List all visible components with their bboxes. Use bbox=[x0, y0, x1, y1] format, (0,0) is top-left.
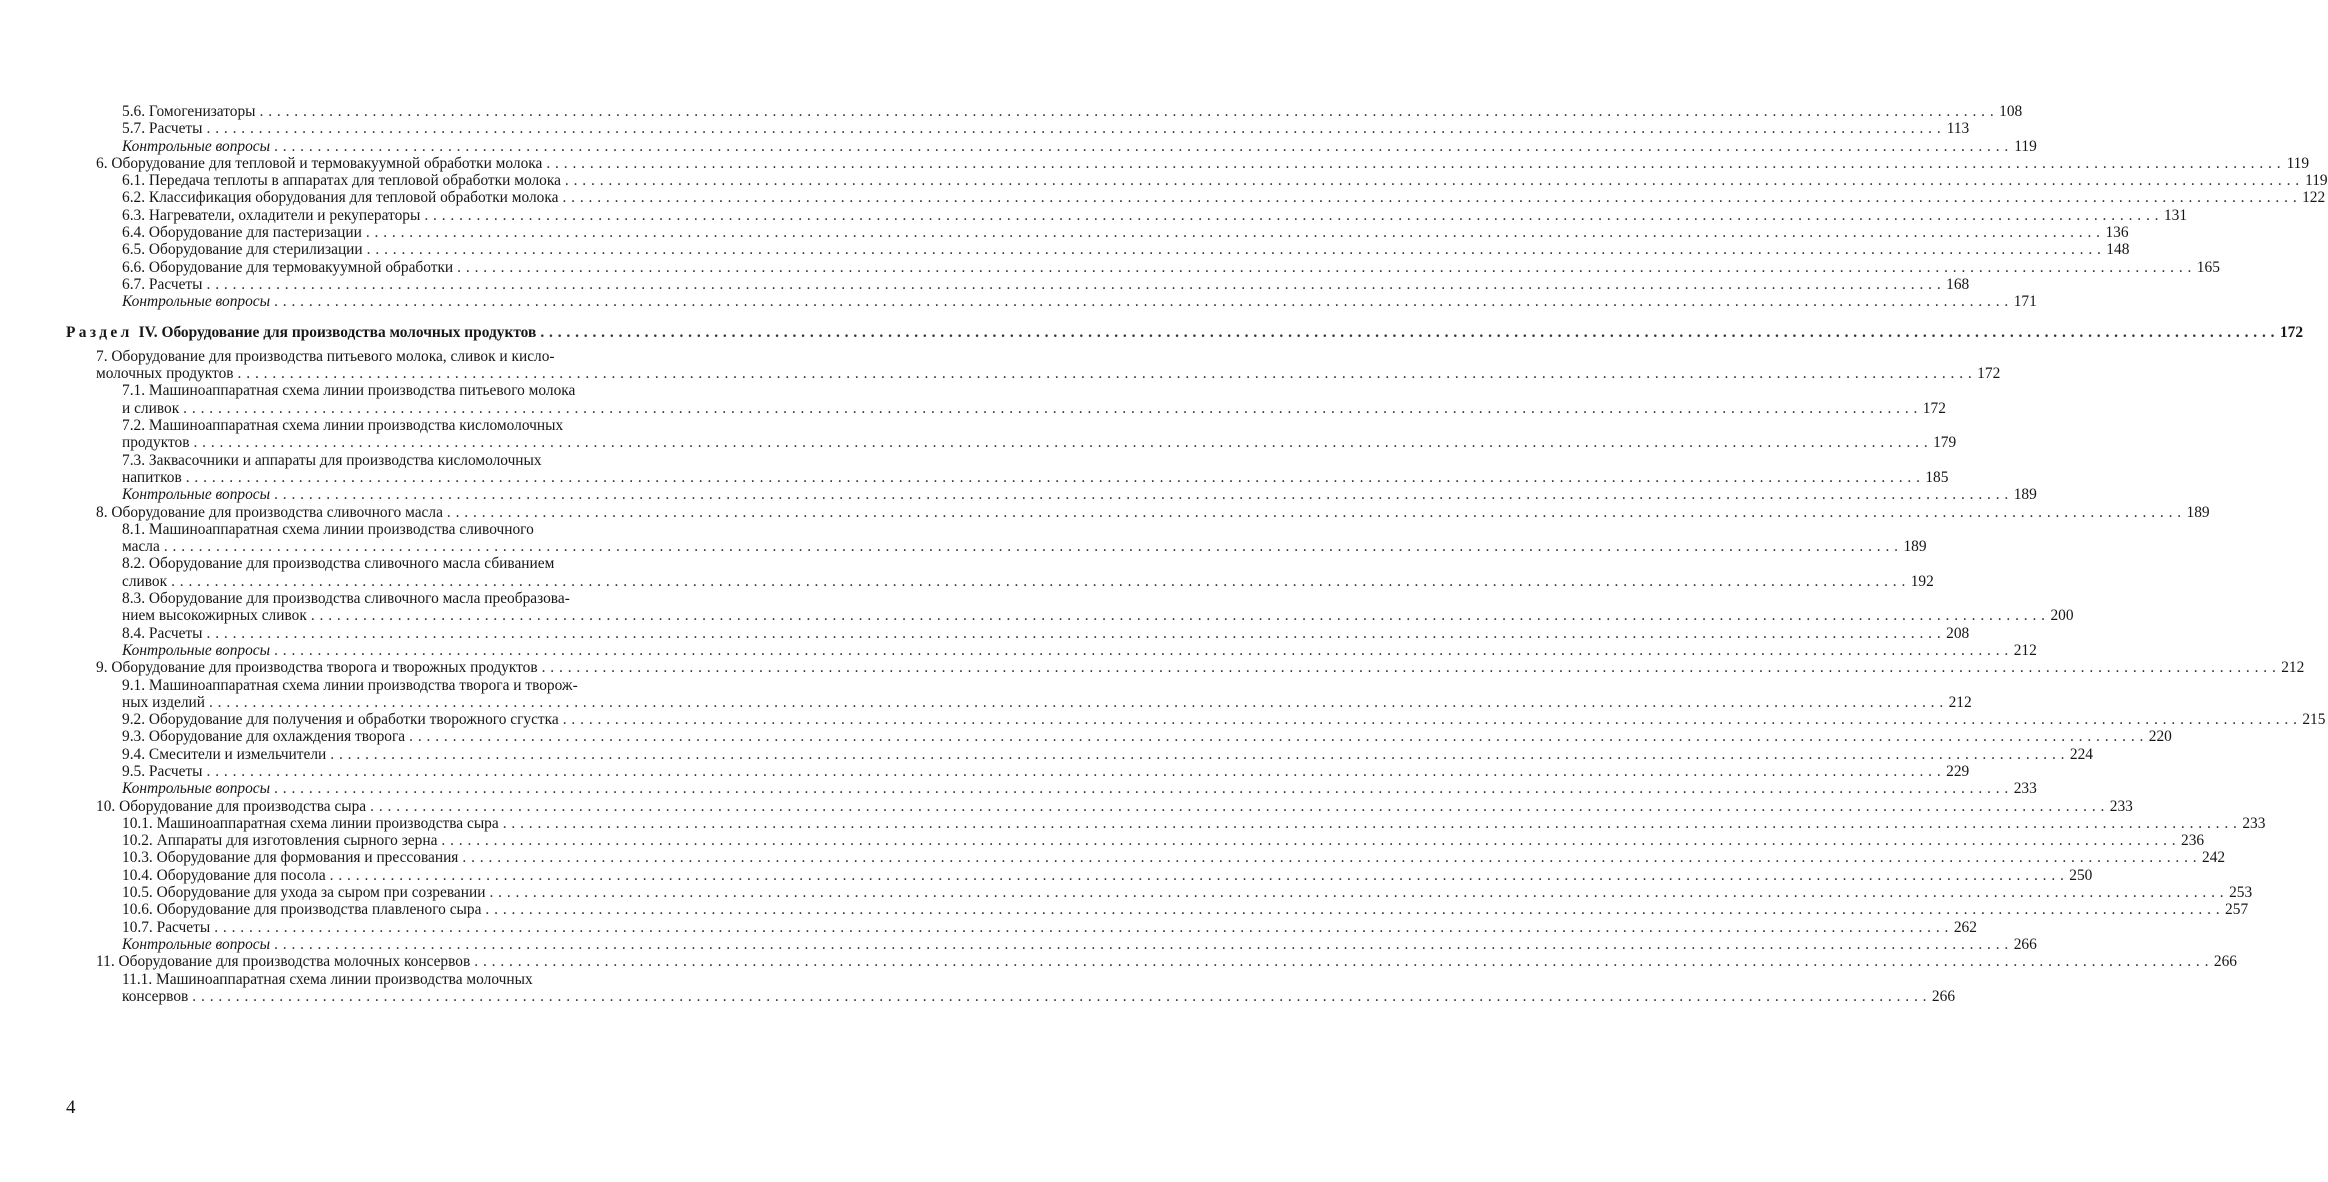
toc-title: 10.1. Машиноаппаратная схема линии производства сыра bbox=[122, 814, 499, 832]
toc-subsection bbox=[66, 172, 2328, 190]
toc-chapter bbox=[66, 154, 2310, 172]
toc-page-number: 189 bbox=[1903, 538, 1927, 556]
toc-page-number: 119 bbox=[2305, 172, 2328, 190]
toc-title: 10.6. Оборудование для производства плавленого сыра bbox=[122, 901, 482, 919]
dot-leader: . . . . . . . . . . . . . . . . . . . . . . . . . . . . . . . . . . . . . . . . . . . . . . . . . . . . . . . . . . . . . . . . . . . . . . . . . . . . . . . . . . . . . . . . . . . . . . . . . . . . . . . . . . . . . . . . . . . . . . . . . . . . . . . . . . . . . . . . . . . . . . . . . . . . . . . . . . . . . . . . . . . . . . . . . . . . . . . . . . . . . . . . . . . . . . . . . . . . . . . . bbox=[206, 275, 1942, 293]
toc-chapter bbox=[66, 503, 2210, 521]
dot-leader: . . . . . . . . . . . . . . . . . . . . . . . . . . . . . . . . . . . . . . . . . . . . . . . . . . . . . . . . . . . . . . . . . . . . . . . . . . . . . . . . . . . . . . . . . . . . . . . . . . . . . . . . . . . . . . . . . . . . . . . . . . . . . . . . . . . . . . . . . . . . . . . . . . . . . . . . . . . . . . . . . . . . . . . . . . . . . . . . . . . . . . . . . . . . . . . . . . . . . . . . bbox=[171, 572, 1906, 590]
toc-title: 6.2. Классификация оборудования для тепловой обработки молока bbox=[122, 189, 559, 207]
toc-page-number: 148 bbox=[2106, 241, 2130, 259]
toc-title-line: консервов bbox=[122, 987, 189, 1005]
toc-page-number: 250 bbox=[2069, 866, 2093, 884]
toc-title: Контрольные вопросы bbox=[122, 137, 271, 155]
dot-leader: . . . . . . . . . . . . . . . . . . . . . . . . . . . . . . . . . . . . . . . . . . . . . . . . . . . . . . . . . . . . . . . . . . . . . . . . . . . . . . . . . . . . . . . . . . . . . . . . . . . . . . . . . . . . . . . . . . . . . . . . . . . . . . . . . . . . . . . . . . . . . . . . . . . . . . . . . . . . . . . . . . . . . . . . . . . . . . . . . . . . . . . . . . . . . . . . . . . . . . . . bbox=[366, 241, 2102, 259]
dot-leader: . . . . . . . . . . . . . . . . . . . . . . . . . . . . . . . . . . . . . . . . . . . . . . . . . . . . . . . . . . . . . . . . . . . . . . . . . . . . . . . . . . . . . . . . . . . . . . . . . . . . . . . . . . . . . . . . . . . . . . . . . . . . . . . . . . . . . . . . . . . . . . . . . . . . . . . . . . . . . . . . . . . . . . . . . . . . . . . . . . . . . . . . . . . . . . . . . . . . . . . . bbox=[365, 224, 2101, 242]
toc-chapter bbox=[66, 347, 2001, 383]
dot-leader: . . . . . . . . . . . . . . . . . . . . . . . . . . . . . . . . . . . . . . . . . . . . . . . . . . . . . . . . . . . . . . . . . . . . . . . . . . . . . . . . . . . . . . . . . . . . . . . . . . . . . . . . . . . . . . . . . . . . . . . . . . . . . . . . . . . . . . . . . . . . . . . . . . . . . . . . . . . . . . . . . . . . . . . . . . . . . . . . . . . . . . . . . . . . . . . . . . . . . . . . bbox=[274, 293, 2009, 311]
dot-leader: . . . . . . . . . . . . . . . . . . . . . . . . . . . . . . . . . . . . . . . . . . . . . . . . . . . . . . . . . . . . . . . . . . . . . . . . . . . . . . . . . . . . . . . . . . . . . . . . . . . . . . . . . . . . . . . . . . . . . . . . . . . . . . . . . . . . . . . . . . . . . . . . . . . . . . . . . . . . . . . . . . . . . . . . . . . . . . . . . . . . . . . . . . . . . . . . . . . . . . . . bbox=[441, 832, 2177, 850]
toc-title: 6.3. Нагреватели, охладители и рекуператоры bbox=[122, 206, 421, 224]
toc-title: 10.5. Оборудование для ухода за сыром при созревании bbox=[122, 884, 486, 902]
toc-title: 10.2. Аппараты для изготовления сырного зерна bbox=[122, 832, 438, 850]
toc-review-questions bbox=[66, 293, 2037, 311]
toc-page-number: 168 bbox=[1946, 275, 1970, 293]
dot-leader: . . . . . . . . . . . . . . . . . . . . . . . . . . . . . . . . . . . . . . . . . . . . . . . . . . . . . . . . . . . . . . . . . . . . . . . . . . . . . . . . . . . . . . . . . . . . . . . . . . . . . . . . . . . . . . . . . . . . . . . . . . . . . . . . . . . . . . . . . . . . . . . . . . . . . . . . . . . . . . . . . . . . . . . . . . . . . . . . . . . . . . . . . . . . . . . . . . . . . . . . bbox=[541, 659, 2277, 677]
toc-title: Контрольные вопросы bbox=[122, 486, 271, 504]
toc-title: 9.3. Оборудование для охлаждения творога bbox=[122, 728, 406, 746]
dot-leader: . . . . . . . . . . . . . . . . . . . . . . . . . . . . . . . . . . . . . . . . . . . . . . . . . . . . . . . . . . . . . . . . . . . . . . . . . . . . . . . . . . . . . . . . . . . . . . . . . . . . . . . . . . . . . . . . . . . . . . . . . . . . . . . . . . . . . . . . . . . . . . . . . . . . . . . . . . . . . . . . . . . . . . . . . . . . . . . . . . . . . . . . . . . . . . . . . . . . . . . . bbox=[310, 607, 2046, 625]
dot-leader: . . . . . . . . . . . . . . . . . . . . . . . . . . . . . . . . . . . . . . . . . . . . . . . . . . . . . . . . . . . . . . . . . . . . . . . . . . . . . . . . . . . . . . . . . . . . . . . . . . . . . . . . . . . . . . . . . . . . . . . . . . . . . . . . . . . . . . . . . . . . . . . . . . . . . . . . . . . . . . . . . . . . . . . . . . . . . . . . . . . . . . . . . . . . . . . . . . . . . . . . bbox=[185, 468, 1921, 486]
toc-title-line: 11.1. Машиноаппаратная схема линии производства молочных bbox=[122, 970, 533, 988]
toc-subsection bbox=[66, 762, 1970, 780]
toc-subsection bbox=[66, 728, 2172, 746]
dot-leader: . . . . . . . . . . . . . . . . . . . . . . . . . . . . . . . . . . . . . . . . . . . . . . . . . . . . . . . . . . . . . . . . . . . . . . . . . . . . . . . . . . . . . . . . . . . . . . . . . . . . . . . . . . . . . . . . . . . . . . . . . . . . . . . . . . . . . . . . . . . . . . . . . . . . . . . . . . . . . . . . . . . . . . . . . . . . . . . . . . . . . . . . . . . . . . . . . . . . . . . . bbox=[274, 780, 2009, 798]
toc-review-questions bbox=[66, 486, 2037, 504]
toc-page-number: 165 bbox=[2196, 258, 2220, 276]
dot-leader: . . . . . . . . . . . . . . . . . . . . . . . . . . . . . . . . . . . . . . . . . . . . . . . . . . . . . . . . . . . . . . . . . . . . . . . . . . . . . . . . . . . . . . . . . . . . . . . . . . . . . . . . . . . . . . . . . . . . . . . . . . . . . . . . . . . . . . . . . . . . . . . . . . . . . . . . . . . . . . . . . . . . . . . . . . . . . . . . . . . . . . . . . . . . . . . . . . . . . . . . bbox=[192, 987, 1928, 1005]
toc-page-number: 185 bbox=[1925, 468, 1949, 486]
dot-leader: . . . . . . . . . . . . . . . . . . . . . . . . . . . . . . . . . . . . . . . . . . . . . . . . . . . . . . . . . . . . . . . . . . . . . . . . . . . . . . . . . . . . . . . . . . . . . . . . . . . . . . . . . . . . . . . . . . . . . . . . . . . . . . . . . . . . . . . . . . . . . . . . . . . . . . . . . . . . . . . . . . . . . . . . . . . . . . . . . . . . . . . . . . . . . . . . . . . . . . . . bbox=[546, 154, 2282, 172]
toc-title: 6. Оборудование для тепловой и термовакуумной обработки молока bbox=[96, 154, 543, 172]
dot-leader: . . . . . . . . . . . . . . . . . . . . . . . . . . . . . . . . . . . . . . . . . . . . . . . . . . . . . . . . . . . . . . . . . . . . . . . . . . . . . . . . . . . . . . . . . . . . . . . . . . . . . . . . . . . . . . . . . . . . . . . . . . . . . . . . . . . . . . . . . . . . . . . . . . . . . . . . . . . . . . . . . . . . . . . . . . . . . . . . . . . . . . . . . . . . . . . . . . . . . . . . bbox=[562, 189, 2298, 207]
toc-chapter bbox=[66, 797, 2133, 815]
toc-title: 9.2. Оборудование для получения и обработки творожного сгустка bbox=[122, 711, 559, 729]
toc-subsection bbox=[66, 224, 2129, 242]
toc-page-number: 172 bbox=[2279, 323, 2304, 341]
toc-subsection bbox=[66, 711, 2326, 729]
toc-title: 5.6. Гомогенизаторы bbox=[122, 103, 256, 120]
toc-title-line: 8.1. Машиноаппаратная схема линии производства сливочного bbox=[122, 520, 534, 538]
toc-subsection bbox=[66, 918, 1977, 936]
toc-page-number: 233 bbox=[2242, 814, 2266, 832]
dot-leader: . . . . . . . . . . . . . . . . . . . . . . . . . . . . . . . . . . . . . . . . . . . . . . . . . . . . . . . . . . . . . . . . . . . . . . . . . . . . . . . . . . . . . . . . . . . . . . . . . . . . . . . . . . . . . . . . . . . . . . . . . . . . . . . . . . . . . . . . . . . . . . . . . . . . . . . . . . . . . . . . . . . . . . . . . . . . . . . . . . . . . . . . . . . . . . . . . . . . . . . . bbox=[409, 728, 2144, 746]
toc-title: 5.7. Расчеты bbox=[122, 120, 203, 138]
toc-subsection bbox=[66, 189, 2326, 207]
toc-subsection bbox=[66, 417, 1957, 452]
dot-leader: . . . . . . . . . . . . . . . . . . . . . . . . . . . . . . . . . . . . . . . . . . . . . . . . . . . . . . . . . . . . . . . . . . . . . . . . . . . . . . . . . . . . . . . . . . . . . . . . . . . . . . . . . . . . . . . . . . . . . . . . . . . . . . . . . . . . . . . . . . . . . . . . . . . . . . . . . . . . . . . . . . . . . . . . . . . . . . . . . . . . . . . . . . . . . . . . . . . . . . . . bbox=[474, 953, 2209, 971]
toc-review-questions bbox=[66, 137, 2037, 155]
toc-page-number: 253 bbox=[2229, 884, 2253, 902]
toc-page-number: 236 bbox=[2181, 832, 2205, 850]
toc-page-number: 119 bbox=[2014, 137, 2037, 155]
toc-page-number: 242 bbox=[2202, 849, 2226, 867]
toc-page-number: 266 bbox=[1931, 987, 1956, 1005]
toc-page-number: 131 bbox=[2163, 206, 2188, 224]
toc-subsection bbox=[66, 520, 1927, 556]
toc-review-questions bbox=[66, 935, 2037, 953]
dot-leader: . . . . . . . . . . . . . . . . . . . . . . . . . . . . . . . . . . . . . . . . . . . . . . . . . . . . . . . . . . . . . . . . . . . . . . . . . . . . . . . . . . . . . . . . . . . . . . . . . . . . . . . . . . . . . . . . . . . . . . . . . . . . . . . . . . . . . . . . . . . . . . . . . . . . . . . . . . . . . . . . . . . . . . . . . . . . . . . . . . . . . . . . . . . . . . . . . . . . . . . . bbox=[274, 486, 2009, 504]
toc-title-line: ных изделий bbox=[122, 693, 205, 711]
toc-subsection bbox=[66, 814, 2266, 832]
toc-page-number: 212 bbox=[2013, 641, 2037, 659]
toc-review-questions bbox=[66, 780, 2037, 798]
toc-page-number: 119 bbox=[2286, 154, 2310, 172]
dot-leader: . . . . . . . . . . . . . . . . . . . . . . . . . . . . . . . . . . . . . . . . . . . . . . . . . . . . . . . . . . . . . . . . . . . . . . . . . . . . . . . . . . . . . . . . . . . . . . . . . . . . . . . . . . . . . . . . . . . . . . . . . . . . . . . . . . . . . . . . . . . . . . . . . . . . . . . . . . . . . . . . . . . . . . . . . . . . . . . . . . . . . . . . . . . . . . . . . . . . . . . . bbox=[489, 884, 2225, 902]
dot-leader: . . . . . . . . . . . . . . . . . . . . . . . . . . . . . . . . . . . . . . . . . . . . . . . . . . . . . . . . . . . . . . . . . . . . . . . . . . . . . . . . . . . . . . . . . . . . . . . . . . . . . . . . . . . . . . . . . . . . . . . . . . . . . . . . . . . . . . . . . . . . . . . . . . . . . . . . . . . . . . . . . . . . . . . . . . . . . . . . . . . . . . . . . . . . . . . . . . . . . . . . bbox=[370, 797, 2105, 815]
toc-title: Контрольные вопросы bbox=[122, 935, 271, 953]
toc-subsection bbox=[66, 849, 2226, 867]
toc-page-number: 189 bbox=[2013, 486, 2037, 504]
dot-leader: . . . . . . . . . . . . . . . . . . . . . . . . . . . . . . . . . . . . . . . . . . . . . . . . . . . . . . . . . . . . . . . . . . . . . . . . . . . . . . . . . . . . . . . . . . . . . . . . . . . . . . . . . . . . . . . . . . . . . . . . . . . . . . . . . . . . . . . . . . . . . . . . . . . . . . . . . . . . . . . . . . . . . . . . . . . . . . . . . . . . . . . . . . . . . . . . . . . . . . . . bbox=[502, 814, 2238, 832]
toc-title-line: продуктов bbox=[122, 434, 190, 452]
toc-page-number: 189 bbox=[2186, 503, 2210, 521]
toc-review-questions bbox=[66, 641, 2037, 659]
toc-title: 11. Оборудование для производства молочных консервов bbox=[96, 953, 471, 971]
toc-subsection bbox=[66, 676, 1972, 712]
toc-subsection bbox=[66, 120, 1970, 138]
toc-title: 8.4. Расчеты bbox=[122, 624, 203, 642]
toc-title-line: 8.3. Оборудование для производства сливочного масла преобразова- bbox=[122, 590, 570, 608]
toc-subsection bbox=[66, 206, 2188, 224]
toc-title: Контрольные вопросы bbox=[122, 641, 271, 659]
toc-title-line: сливок bbox=[122, 572, 168, 590]
toc-title-line: 7.1. Машиноаппаратная схема линии производства питьевого молока bbox=[122, 382, 576, 400]
toc-page-number: 212 bbox=[1948, 693, 1972, 711]
toc-subsection bbox=[66, 555, 1934, 590]
toc-title: 8. Оборудование для производства сливочного масла bbox=[96, 503, 443, 521]
dot-leader: . . . . . . . . . . . . . . . . . . . . . . . . . . . . . . . . . . . . . . . . . . . . . . . . . . . . . . . . . . . . . . . . . . . . . . . . . . . . . . . . . . . . . . . . . . . . . . . . . . . . . . . . . . . . . . . . . . . . . . . . . . . . . . . . . . . . . . . . . . . . . . . . . . . . . . . . . . . . . . . . . . . . . . . . . . . . . . . . . . . . . . . . . . . . . . . . . . . . . . . . bbox=[330, 745, 2065, 763]
toc-page-number: 208 bbox=[1946, 624, 1970, 642]
toc-subsection bbox=[66, 832, 2205, 850]
toc-page-number: 172 bbox=[1922, 399, 1946, 417]
toc-page-number: 224 bbox=[2069, 745, 2093, 763]
toc-subsection bbox=[66, 884, 2253, 902]
dot-leader: . . . . . . . . . . . . . . . . . . . . . . . . . . . . . . . . . . . . . . . . . . . . . . . . . . . . . . . . . . . . . . . . . . . . . . . . . . . . . . . . . . . . . . . . . . . . . . . . . . . . . . . . . . . . . . . . . . . . . . . . . . . . . . . . . . . . . . . . . . . . . . . . . . . . . . . . . . . . . . . . . . . . . . . . . . . . . . . . . . . . . . . . . . . . . . . . . . . . . . . . bbox=[214, 918, 1949, 936]
toc-part-title bbox=[66, 324, 536, 341]
toc-title-line: 7.2. Машиноаппаратная схема линии производства кисломолочных bbox=[122, 417, 564, 435]
dot-leader: . . . . . . . . . . . . . . . . . . . . . . . . . . . . . . . . . . . . . . . . . . . . . . . . . . . . . . . . . . . . . . . . . . . . . . . . . . . . . . . . . . . . . . . . . . . . . . . . . . . . . . . . . . . . . . . . . . . . . . . . . . . . . . . . . . . . . . . . . . . . . . . . . . . . . . . . . . . . . . . . . . . . . . . . . . . . . . . . . . . . . . . . . . . . . . . . . . . . . . . . bbox=[424, 206, 2160, 224]
part-label: Раздел bbox=[66, 323, 133, 341]
toc-page-number: 220 bbox=[2148, 728, 2172, 746]
toc-subsection bbox=[66, 451, 1949, 487]
dot-leader: . . . . . . . . . . . . . . . . . . . . . . . . . . . . . . . . . . . . . . . . . . . . . . . . . . . . . . . . . . . . . . . . . . . . . . . . . . . . . . . . . . . . . . . . . . . . . . . . . . . . . . . . . . . . . . . . . . . . . . . . . . . . . . . . . . . . . . . . . . . . . . . . . . . . . . . . . . . . . . . . . . . . . . . . . . . . . . . . . . . . . . . . . . . . . . . . . . . . . . . . bbox=[485, 901, 2221, 919]
toc-subsection bbox=[66, 745, 2093, 763]
toc-page-number: 171 bbox=[2013, 293, 2037, 311]
toc-subsection bbox=[66, 241, 2130, 259]
toc-subsection bbox=[66, 103, 2023, 120]
toc-subsection bbox=[66, 624, 1970, 642]
toc-title: 9.4. Смесители и измельчители bbox=[122, 745, 327, 763]
toc-title: 6.5. Оборудование для стерилизации bbox=[122, 241, 363, 259]
toc-title: 6.6. Оборудование для термовакуумной обработки bbox=[122, 258, 454, 276]
toc-title: 6.1. Передача теплоты в аппаратах для тепловой обработки молока bbox=[122, 172, 561, 190]
toc-page-number: 172 bbox=[1977, 365, 2001, 383]
toc-title: 10. Оборудование для производства сыра bbox=[96, 797, 367, 815]
toc-subsection bbox=[66, 258, 2220, 276]
dot-leader: . . . . . . . . . . . . . . . . . . . . . . . . . . . . . . . . . . . . . . . . . . . . . . . . . . . . . . . . . . . . . . . . . . . . . . . . . . . . . . . . . . . . . . . . . . . . . . . . . . . . . . . . . . . . . . . . . . . . . . . . . . . . . . . . . . . . . . . . . . . . . . . . . . . . . . . . . . . . . . . . . . . . . . . . . . . . . . . . . . . . . . . . . . . . . . . . . . . . . . . . bbox=[274, 137, 2009, 155]
toc-page-number: 212 bbox=[2281, 659, 2305, 677]
toc-page-number: 266 bbox=[2013, 935, 2037, 953]
dot-leader: . . . . . . . . . . . . . . . . . . . . . . . . . . . . . . . . . . . . . . . . . . . . . . . . . . . . . . . . . . . . . . . . . . . . . . . . . . . . . . . . . . . . . . . . . . . . . . . . . . . . . . . . . . . . . . . . . . . . . . . . . . . . . . . . . . . . . . . . . . . . . . . . . . . . . . . . . . . . . . . . . . . . . . . . . . . . . . . . . . . . . . . . . . . . . . . . . . . . . . . . bbox=[446, 503, 2182, 521]
page-number: 4 bbox=[66, 1097, 76, 1118]
toc-title-line: нием высокожирных сливок bbox=[122, 607, 307, 625]
toc-page-number: 108 bbox=[1999, 103, 2023, 120]
toc-title: 10.7. Расчеты bbox=[122, 918, 211, 936]
dot-leader: . . . . . . . . . . . . . . . . . . . . . . . . . . . . . . . . . . . . . . . . . . . . . . . . . . . . . . . . . . . . . . . . . . . . . . . . . . . . . . . . . . . . . . . . . . . . . . . . . . . . . . . . . . . . . . . . . . . . . . . . . . . . . . . . . . . . . . . . . . . . . . . . . . . . . . . . . . . . . . . . . . . . . . . . . . . . . . . . . . . . . . . . . . . . . . . . . . . . . . . . bbox=[564, 172, 2300, 190]
dot-leader: . . . . . . . . . . . . . . . . . . . . . . . . . . . . . . . . . . . . . . . . . . . . . . . . . . . . . . . . . . . . . . . . . . . . . . . . . . . . . . . . . . . . . . . . . . . . . . . . . . . . . . . . . . . . . . . . . . . . . . . . . . . . . . . . . . . . . . . . . . . . . . . . . . . . . . . . . . . . . . . . . . . . . . . . . . . . . . . . . . . . . . . . . . . . . . . . . . . . . . . . bbox=[208, 693, 1944, 711]
toc-title-line: 7.3. Заквасочники и аппараты для производства кисломолочных bbox=[122, 451, 542, 469]
toc-part-heading bbox=[66, 323, 2304, 341]
dot-leader: . . . . . . . . . . . . . . . . . . . . . . . . . . . . . . . . . . . . . . . . . . . . . . . . . . . . . . . . . . . . . . . . . . . . . . . . . . . . . . . . . . . . . . . . . . . . . . . . . . . . . . . . . . . . . . . . . . . . . . . . . . . . . . . . . . . . . . . . . . . . . . . . . . . . . . . . . . . . . . . . . . . . . . . . . . . . . . . . . . . . . . . . . . . . . . . . . . . . . . . . bbox=[562, 711, 2298, 729]
dot-leader: . . . . . . . . . . . . . . . . . . . . . . . . . . . . . . . . . . . . . . . . . . . . . . . . . . . . . . . . . . . . . . . . . . . . . . . . . . . . . . . . . . . . . . . . . . . . . . . . . . . . . . . . . . . . . . . . . . . . . . . . . . . . . . . . . . . . . . . . . . . . . . . . . . . . . . . . . . . . . . . . . . . . . . . . . . . . . . . . . . . . . . . . . . . . . . . . . . . . . . . . bbox=[206, 624, 1942, 642]
toc-subsection bbox=[66, 275, 1970, 293]
toc-title-line: 9.1. Машиноаппаратная схема линии производства творога и творож- bbox=[122, 676, 578, 694]
table-of-contents bbox=[66, 103, 2328, 1005]
dot-leader: . . . . . . . . . . . . . . . . . . . . . . . . . . . . . . . . . . . . . . . . . . . . . . . . . . . . . . . . . . . . . . . . . . . . . . . . . . . . . . . . . . . . . . . . . . . . . . . . . . . . . . . . . . . . . . . . . . . . . . . . . . . . . . . . . . . . . . . . . . . . . . . . . . . . . . . . . . . . . . . . . . . . . . . . . . . . . . . . . . . . . . . . . . . . . . . . . . . . . . . . bbox=[237, 365, 1973, 383]
toc-page-number: 192 bbox=[1910, 572, 1934, 590]
dot-leader: . . . . . . . . . . . . . . . . . . . . . . . . . . . . . . . . . . . . . . . . . . . . . . . . . . . . . . . . . . . . . . . . . . . . . . . . . . . . . . . . . . . . . . . . . . . . . . . . . . . . . . . . . . . . . . . . . . . . . . . . . . . . . . . . . . . . . . . . . . . . . . . . . . . . . . . . . . . . . . . . . . . . . . . . . . . . . . . . . . . . . . . . . . . . . . . . . . . . . . . . bbox=[163, 538, 1899, 556]
toc-page-number: 233 bbox=[2013, 780, 2037, 798]
toc-title-line: и сливок bbox=[122, 399, 180, 417]
dot-leader: . . . . . . . . . . . . . . . . . . . . . . . . . . . . . . . . . . . . . . . . . . . . . . . . . . . . . . . . . . . . . . . . . . . . . . . . . . . . . . . . . . . . . . . . . . . . . . . . . . . . . . . . . . . . . . . . . . . . . . . . . . . . . . . . . . . . . . . . . . . . . . . . . . . . . . . . . . . . . . . . . . . . . . . . . . . . . . . . . . . . . . . . . . . . . . . . . . . . . . . . bbox=[540, 323, 2276, 341]
toc-title-line: 8.2. Оборудование для производства сливочного масла сбиванием bbox=[122, 555, 555, 573]
dot-leader: . . . . . . . . . . . . . . . . . . . . . . . . . . . . . . . . . . . . . . . . . . . . . . . . . . . . . . . . . . . . . . . . . . . . . . . . . . . . . . . . . . . . . . . . . . . . . . . . . . . . . . . . . . . . . . . . . . . . . . . . . . . . . . . . . . . . . . . . . . . . . . . . . . . . . . . . . . . . . . . . . . . . . . . . . . . . . . . . . . . . . . . . . . . . . . . . . . . . . . . . bbox=[462, 849, 2198, 867]
toc-subsection bbox=[66, 590, 2074, 625]
toc-title: 6.7. Расчеты bbox=[122, 275, 203, 293]
toc-page-number: 266 bbox=[2213, 953, 2237, 971]
toc-subsection bbox=[66, 382, 1946, 417]
toc-page-number: 200 bbox=[2050, 607, 2074, 625]
toc-subsection bbox=[66, 866, 2093, 884]
toc-subsection bbox=[66, 970, 1956, 1006]
toc-title: 9.5. Расчеты bbox=[122, 762, 203, 780]
dot-leader: . . . . . . . . . . . . . . . . . . . . . . . . . . . . . . . . . . . . . . . . . . . . . . . . . . . . . . . . . . . . . . . . . . . . . . . . . . . . . . . . . . . . . . . . . . . . . . . . . . . . . . . . . . . . . . . . . . . . . . . . . . . . . . . . . . . . . . . . . . . . . . . . . . . . . . . . . . . . . . . . . . . . . . . . . . . . . . . . . . . . . . . . . . . . . . . . . . . . . . . . bbox=[457, 258, 2192, 276]
toc-page-number: 113 bbox=[1946, 120, 1970, 138]
dot-leader: . . . . . . . . . . . . . . . . . . . . . . . . . . . . . . . . . . . . . . . . . . . . . . . . . . . . . . . . . . . . . . . . . . . . . . . . . . . . . . . . . . . . . . . . . . . . . . . . . . . . . . . . . . . . . . . . . . . . . . . . . . . . . . . . . . . . . . . . . . . . . . . . . . . . . . . . . . . . . . . . . . . . . . . . . . . . . . . . . . . . . . . . . . . . . . . . . . . . . . . . bbox=[193, 434, 1929, 452]
toc-title: 10.3. Оборудование для формования и прессования bbox=[122, 849, 459, 867]
dot-leader: . . . . . . . . . . . . . . . . . . . . . . . . . . . . . . . . . . . . . . . . . . . . . . . . . . . . . . . . . . . . . . . . . . . . . . . . . . . . . . . . . . . . . . . . . . . . . . . . . . . . . . . . . . . . . . . . . . . . . . . . . . . . . . . . . . . . . . . . . . . . . . . . . . . . . . . . . . . . . . . . . . . . . . . . . . . . . . . . . . . . . . . . . . . . . . . . . . . . . . . . bbox=[329, 866, 2065, 884]
dot-leader: . . . . . . . . . . . . . . . . . . . . . . . . . . . . . . . . . . . . . . . . . . . . . . . . . . . . . . . . . . . . . . . . . . . . . . . . . . . . . . . . . . . . . . . . . . . . . . . . . . . . . . . . . . . . . . . . . . . . . . . . . . . . . . . . . . . . . . . . . . . . . . . . . . . . . . . . . . . . . . . . . . . . . . . . . . . . . . . . . . . . . . . . . . . . . . . . . . . . . . . . bbox=[274, 935, 2009, 953]
toc-title-line: масла bbox=[122, 538, 160, 556]
toc-page-number: 229 bbox=[1946, 762, 1970, 780]
toc-title-line: молочных продуктов bbox=[96, 365, 234, 383]
toc-title: IV. Оборудование для производства молочных продуктов bbox=[138, 323, 537, 341]
toc-page-number: 215 bbox=[2302, 711, 2326, 729]
toc-chapter bbox=[66, 953, 2237, 971]
dot-leader: . . . . . . . . . . . . . . . . . . . . . . . . . . . . . . . . . . . . . . . . . . . . . . . . . . . . . . . . . . . . . . . . . . . . . . . . . . . . . . . . . . . . . . . . . . . . . . . . . . . . . . . . . . . . . . . . . . . . . . . . . . . . . . . . . . . . . . . . . . . . . . . . . . . . . . . . . . . . . . . . . . . . . . . . . . . . . . . . . . . . . . . . . . . . . . . . . . . . . . . . bbox=[206, 762, 1942, 780]
dot-leader: . . . . . . . . . . . . . . . . . . . . . . . . . . . . . . . . . . . . . . . . . . . . . . . . . . . . . . . . . . . . . . . . . . . . . . . . . . . . . . . . . . . . . . . . . . . . . . . . . . . . . . . . . . . . . . . . . . . . . . . . . . . . . . . . . . . . . . . . . . . . . . . . . . . . . . . . . . . . . . . . . . . . . . . . . . . . . . . . . . . . . . . . . . . . . . . . . . . . . . . . bbox=[259, 103, 1995, 120]
toc-page-number: 262 bbox=[1953, 918, 1977, 936]
toc-page-number: 257 bbox=[2225, 901, 2249, 919]
toc-title-line: напитков bbox=[122, 468, 182, 486]
toc-subsection bbox=[66, 901, 2249, 919]
toc-page-number: 136 bbox=[2105, 224, 2129, 242]
toc-chapter bbox=[66, 659, 2305, 677]
toc-title: Контрольные вопросы bbox=[122, 780, 271, 798]
dot-leader: . . . . . . . . . . . . . . . . . . . . . . . . . . . . . . . . . . . . . . . . . . . . . . . . . . . . . . . . . . . . . . . . . . . . . . . . . . . . . . . . . . . . . . . . . . . . . . . . . . . . . . . . . . . . . . . . . . . . . . . . . . . . . . . . . . . . . . . . . . . . . . . . . . . . . . . . . . . . . . . . . . . . . . . . . . . . . . . . . . . . . . . . . . . . . . . . . . . . . . . . bbox=[274, 641, 2009, 659]
toc-page-number: 179 bbox=[1933, 434, 1957, 452]
toc-title: Контрольные вопросы bbox=[122, 293, 271, 311]
toc-page-number: 122 bbox=[2302, 189, 2326, 207]
toc-title: 9. Оборудование для производства творога и творожных продуктов bbox=[96, 659, 538, 677]
toc-title: 10.4. Оборудование для посола bbox=[122, 866, 326, 884]
toc-title: 6.4. Оборудование для пастеризации bbox=[122, 224, 362, 242]
dot-leader: . . . . . . . . . . . . . . . . . . . . . . . . . . . . . . . . . . . . . . . . . . . . . . . . . . . . . . . . . . . . . . . . . . . . . . . . . . . . . . . . . . . . . . . . . . . . . . . . . . . . . . . . . . . . . . . . . . . . . . . . . . . . . . . . . . . . . . . . . . . . . . . . . . . . . . . . . . . . . . . . . . . . . . . . . . . . . . . . . . . . . . . . . . . . . . . . . . . . . . . . bbox=[206, 120, 1942, 138]
toc-page-number: 233 bbox=[2109, 797, 2133, 815]
dot-leader: . . . . . . . . . . . . . . . . . . . . . . . . . . . . . . . . . . . . . . . . . . . . . . . . . . . . . . . . . . . . . . . . . . . . . . . . . . . . . . . . . . . . . . . . . . . . . . . . . . . . . . . . . . . . . . . . . . . . . . . . . . . . . . . . . . . . . . . . . . . . . . . . . . . . . . . . . . . . . . . . . . . . . . . . . . . . . . . . . . . . . . . . . . . . . . . . . . . . . . . . bbox=[183, 399, 1918, 417]
toc-title-line: 7. Оборудование для производства питьевого молока, сливок и кисло- bbox=[96, 347, 555, 365]
